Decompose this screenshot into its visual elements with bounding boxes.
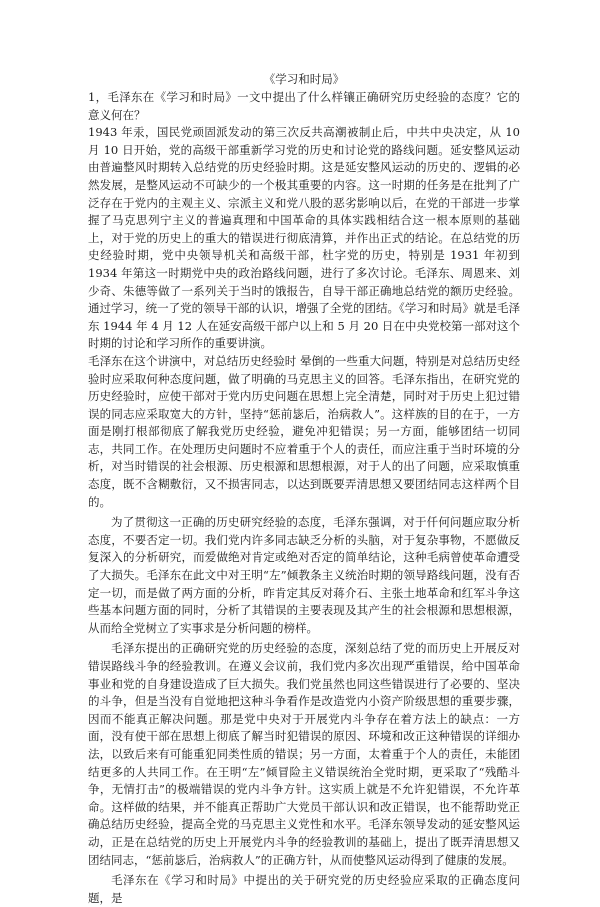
paragraph-4: 毛泽东提出的正确研究党的历史经验的态度，深刻总结了党的而历史上开展反对错误路线斗争的经验教训。在遵义会议前，我们党内多次出现严重错误，给中国革命事业和党的自身建设造成了巨大损失。我们党虽然也同这些错误进行了必要的、坚决的斗争，但是当没有自觉地把这种斗争看作是改造党内小资产阶级思想的重要步骤，因而不能真正解决问题。那是党中央对于开展党内斗争存在着方法上的缺点：一方面，没有使干部在思想上彻底了解当时犯错误的原因、环境和改正这种错误的详细办法，以致后来有可能重犯同类性质的错误；另一方面，太着重于个人的责任，未能团结更多的人共同工作。在王明“左”倾冒险主义错误统治全党时期，更采取了“残酷斗争，无情打击”的极端错误的党内斗争方针。这实质上就是不允许犯错误，不允许革命。这样做的结果，并不能真正帮助广大党员干部认识和改正错误，也不能帮助党正确总结历史经验，提高全党的马克思主义党性和水平。毛泽东领导发动的延安整风运动，正是在总结党的历史上开展党内斗争的经验教训的基础上，提出了既弄清思想又团结同志，“惩前毖后，治病救人”的正确方针，从而使整风运动得到了健康的发展。 (88, 641, 520, 867)
question-heading: 1，毛泽东在《学习和时局》一文中提出了什么样镶正确研究历史经验的态度？它的意义何在？ (88, 90, 520, 122)
paragraph-3: 为了贯彻这一正确的历史研究经验的态度，毛泽东强调，对于仟何问题应取分析态度，不要否定一切。我们党内许多同志缺乏分析的头脑，对于复杂事物，不愿做反复深入的分析研究，而爱做绝对肯定或绝对否定的简单结论，这种毛病曾使革命遭受了大损失。毛泽东在此文中对王明“左”倾教条主义统治时期的领导路线问题，没有否定一切，而是做了两方面的分析，昨肯定其反对蒋介石、主张土地革命和红军斗争这些基本问题方面的同时，分析了其错误的主要表现及其产生的社会根源和思想根源，从而给全党树立了实事求是分析问题的榜样。 (88, 515, 520, 635)
document-page (88, 70, 520, 907)
document-title: 《学习和时局》 (263, 72, 345, 86)
paragraph-5: 毛泽东在《学习和时局》中提出的关于研究党的历史经验应采取的正确态度问题，是 (88, 873, 520, 905)
paragraph-1: 1943 年汞，国民党顽固派发动的第三次反共高潮被制止后，中共中央决定，从 10 月 10 日开始，党的高级干部重新学习党的历史和讨论党的路线问题。延安整风运动由普遍整风时期转入总结党的历史经验时期。这是延安整风运动的历史的、逻辑的必然发展，是整风运动不可缺少的一个极其重要的内容。这一时期的任务是在批判了广泛存在于党内的主观主义、宗派主义和党八股的恶劣影响以后，在党的干部进一步掌握了马克思列宁主义的普遍真理和中国革命的具体实践相结合这一根本原则的基础上，对于党的历史上的重大的错误进行彻底清算，并作出正式的结论。在总结党的历史经验时期，党中央领导机关和高级干部，杜字党的历史，特别是 1931 年初到 1934 年第这一时期党中央的政治路线问题，进行了多次讨论。毛泽东、周恩来、刘少奇、朱德等做了一系列关于当时的饿报告，自导干部正确地总结党的额历史经验。通过学习，统一了党的领导干部的认识，增强了全党的团结。《学习和时局》就是毛泽东 1944 年 4 月 12 人在延安高级干部户以上和 5 月 20 日在中央党校第一部对这个时期的讨论和学习所作的重要讲演。 (88, 125, 520, 351)
paragraph-2: 毛泽东在这个讲演中，对总结历史经验时 晕倒的一些重大问题，特别是对总结历史经验时应采取何种态度问题，做了明确的马克思主义的回答。毛泽东指出，在研究党的历史经验时，应使干部对于党内历史问题在思想上完全清楚，同时对于历史上犯过错误的同志应采取宽大的方针，坚持“惩前毖后，治病救人”。这样族的目的在于，一方面是刚打根部彻底了解我党历史经验，避免冲犯错误；另一方面，能够团结一切同志，共同工作。在处理历史问题时不应着重于个人的责任，而应注重于当时环境的分析，对当时错误的社会根源、历史根源和思想根源，对于人的出了问题，应采取慎重态度，既不含糊敷衍，又不损害同志，以达到既要弄清思想又要团结同志这样两个目的。 (88, 353, 520, 509)
